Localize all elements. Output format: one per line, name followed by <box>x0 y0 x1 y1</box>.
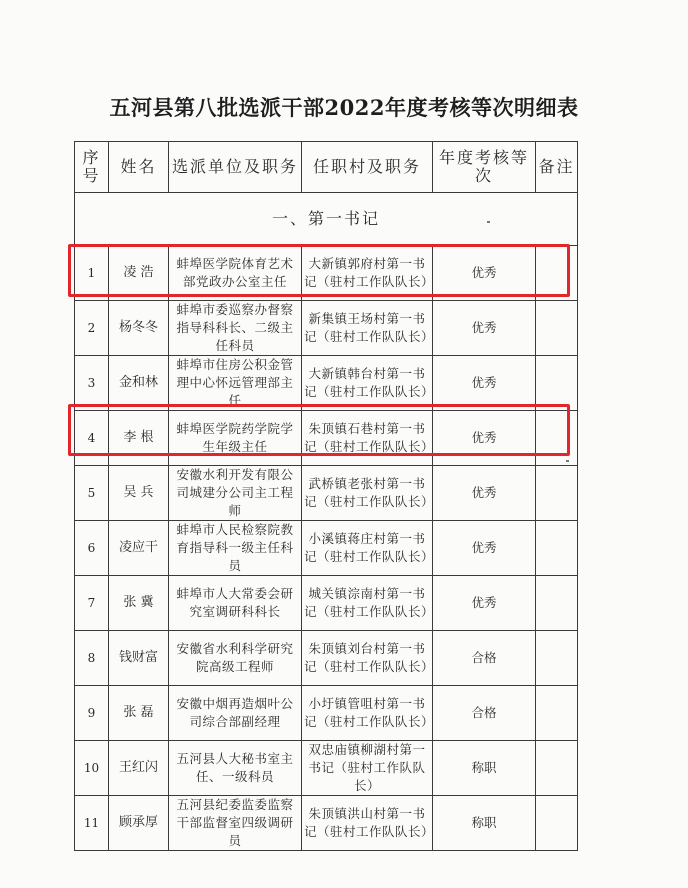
row-village: 武桥镇老张村第一书记（驻村工作队队长） <box>302 466 433 521</box>
row-note <box>536 301 578 356</box>
row-grade: 合格 <box>433 686 536 741</box>
row-grade: 优秀 <box>433 356 536 411</box>
scan-speck <box>566 460 569 462</box>
header-note: 备注 <box>536 142 578 193</box>
row-note <box>536 466 578 521</box>
row-grade: 优秀 <box>433 576 536 631</box>
row-note <box>536 576 578 631</box>
row-note <box>536 686 578 741</box>
assessment-table <box>74 141 578 851</box>
row-note <box>536 521 578 576</box>
row-number: 1 <box>75 246 109 301</box>
header-village: 任职村及职务 <box>302 142 433 193</box>
row-name: 凌应干 <box>109 521 169 576</box>
row-village: 朱顶镇刘台村第一书记（驻村工作队队长） <box>302 631 433 686</box>
header-unit: 选派单位及职务 <box>169 142 302 193</box>
row-village: 朱顶镇洪山村第一书记（驻村工作队队长） <box>302 796 433 851</box>
row-unit: 五河县纪委监委监察干部监督室四级调研员 <box>169 796 302 851</box>
table-header-row <box>75 142 578 193</box>
row-grade: 合格 <box>433 631 536 686</box>
row-unit: 蚌埠市人民检察院教育指导科一级主任科员 <box>169 521 302 576</box>
row-village: 朱顶镇石巷村第一书记（驻村工作队队长） <box>302 411 433 466</box>
table-row <box>75 576 578 631</box>
row-village: 大新镇郭府村第一书记（驻村工作队队长） <box>302 246 433 301</box>
table-row <box>75 796 578 851</box>
row-village: 新集镇王场村第一书记（驻村工作队队长） <box>302 301 433 356</box>
row-name: 顾承厚 <box>109 796 169 851</box>
row-grade: 优秀 <box>433 301 536 356</box>
row-number: 4 <box>75 411 109 466</box>
row-name: 金和林 <box>109 356 169 411</box>
section-title: 一、第一书记 <box>75 193 578 246</box>
row-name: 张 冀 <box>109 576 169 631</box>
row-grade: 称职 <box>433 796 536 851</box>
row-unit: 蚌埠市人大常委会研究室调研科科长 <box>169 576 302 631</box>
row-number: 3 <box>75 356 109 411</box>
row-grade: 优秀 <box>433 411 536 466</box>
row-grade: 称职 <box>433 741 536 796</box>
row-village: 双忠庙镇柳湖村第一书记（驻村工作队队长） <box>302 741 433 796</box>
row-number: 6 <box>75 521 109 576</box>
row-note <box>536 796 578 851</box>
table-row <box>75 356 578 411</box>
row-note <box>536 411 578 466</box>
table-row <box>75 246 578 301</box>
row-number: 5 <box>75 466 109 521</box>
row-name: 张 磊 <box>109 686 169 741</box>
header-no: 序号 <box>75 142 109 193</box>
table-row <box>75 686 578 741</box>
row-village: 大新镇韩台村第一书记（驻村工作队队长） <box>302 356 433 411</box>
row-unit: 安徽中烟再造烟叶公司综合部副经理 <box>169 686 302 741</box>
header-name: 姓名 <box>109 142 169 193</box>
row-note <box>536 356 578 411</box>
row-unit: 蚌埠医学院体育艺术部党政办公室主任 <box>169 246 302 301</box>
table-row <box>75 466 578 521</box>
row-note <box>536 246 578 301</box>
row-unit: 蚌埠市委巡察办督察指导科科长、二级主任科员 <box>169 301 302 356</box>
row-note <box>536 741 578 796</box>
header-grade: 年度考核等次 <box>433 142 536 193</box>
table-row <box>75 741 578 796</box>
row-unit: 安徽省水利科学研究院高级工程师 <box>169 631 302 686</box>
row-number: 9 <box>75 686 109 741</box>
row-unit: 蚌埠医学院药学院学生年级主任 <box>169 411 302 466</box>
row-unit: 蚌埠市住房公积金管理中心怀远管理部主任 <box>169 356 302 411</box>
row-name: 王红闪 <box>109 741 169 796</box>
row-name: 钱财富 <box>109 631 169 686</box>
row-village: 小溪镇蒋庄村第一书记（驻村工作队队长） <box>302 521 433 576</box>
row-unit: 五河县人大秘书室主任、一级科员 <box>169 741 302 796</box>
table-row <box>75 301 578 356</box>
row-number: 7 <box>75 576 109 631</box>
row-unit: 安徽水利开发有限公司城建分公司主工程师 <box>169 466 302 521</box>
row-number: 10 <box>75 741 109 796</box>
table-row <box>75 521 578 576</box>
page-title: 五河县第八批选派干部2022年度考核等次明细表 <box>109 95 579 120</box>
table-row <box>75 631 578 686</box>
row-grade: 优秀 <box>433 521 536 576</box>
row-grade: 优秀 <box>433 466 536 521</box>
row-name: 杨冬冬 <box>109 301 169 356</box>
row-note <box>536 631 578 686</box>
row-number: 11 <box>75 796 109 851</box>
row-village: 小圩镇管咀村第一书记（驻村工作队队长） <box>302 686 433 741</box>
row-name: 李 根 <box>109 411 169 466</box>
section-row <box>75 193 578 246</box>
row-name: 吴 兵 <box>109 466 169 521</box>
row-number: 2 <box>75 301 109 356</box>
row-number: 8 <box>75 631 109 686</box>
scan-speck <box>487 221 490 223</box>
row-name: 凌 浩 <box>109 246 169 301</box>
table-row <box>75 411 578 466</box>
row-village: 城关镇淙南村第一书记（驻村工作队队长） <box>302 576 433 631</box>
row-grade: 优秀 <box>433 246 536 301</box>
